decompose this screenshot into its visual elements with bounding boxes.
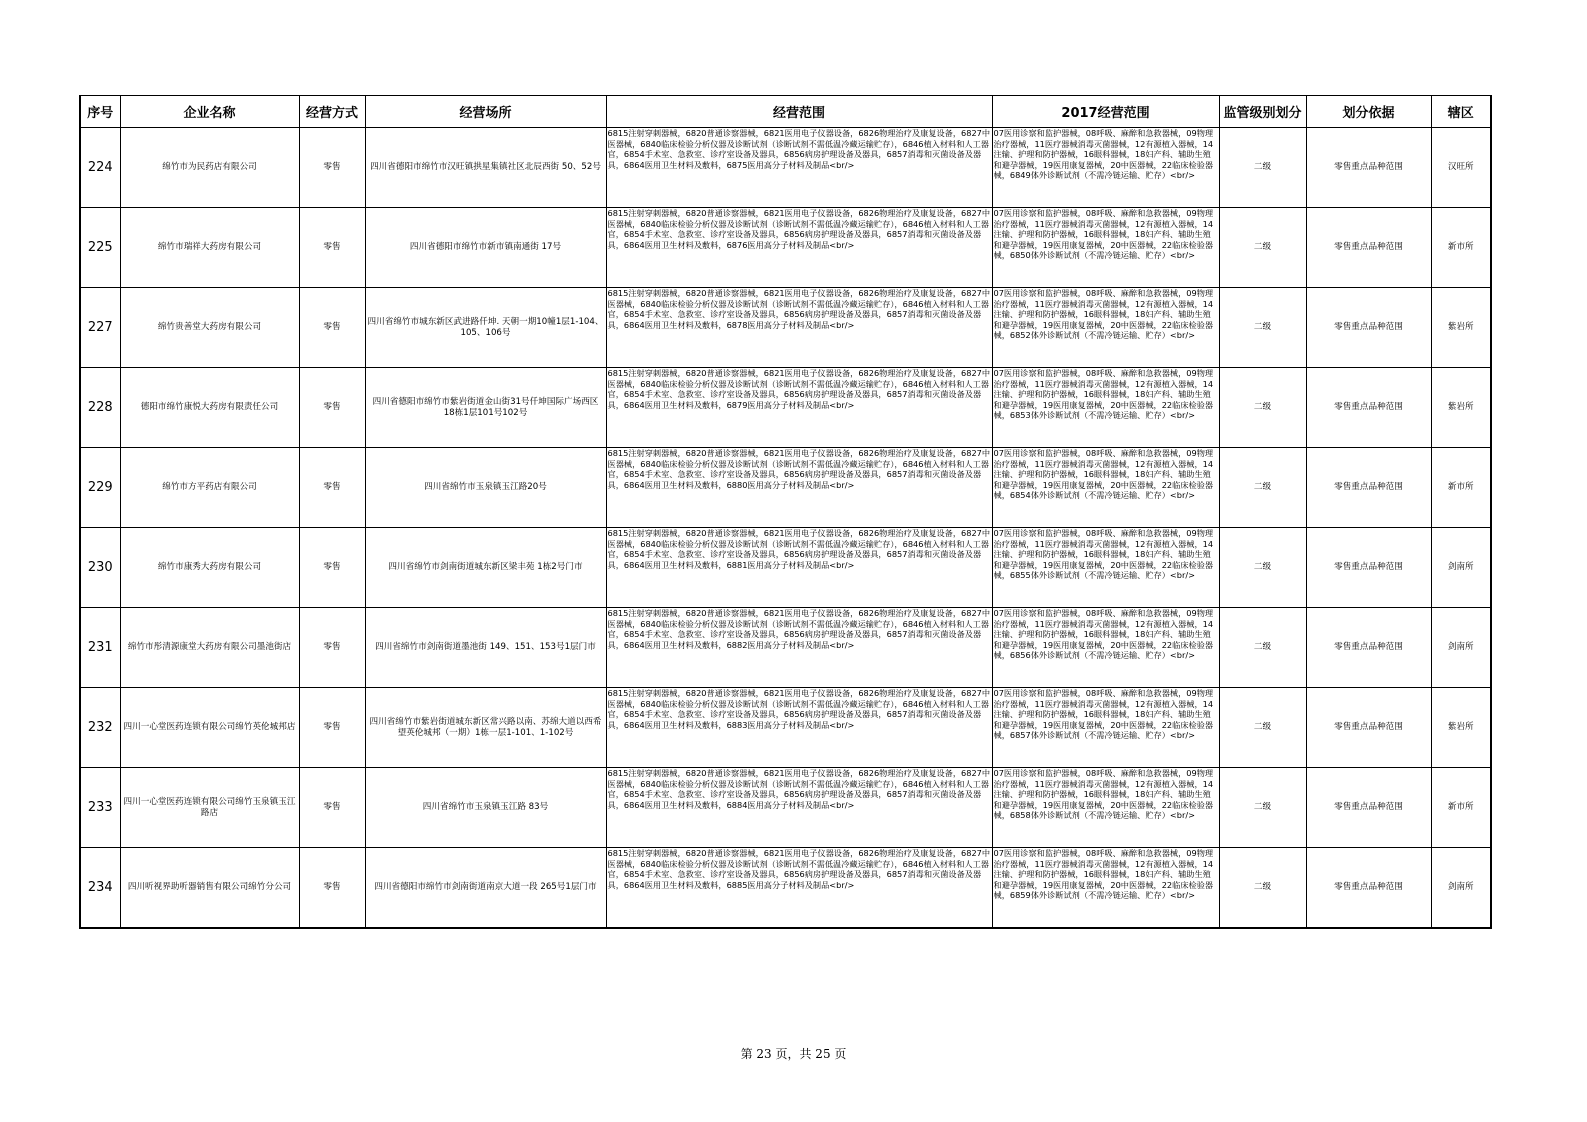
- cell-no: 234: [80, 848, 120, 929]
- cell-district: 剑南所: [1431, 608, 1491, 688]
- cell-address: 四川省德阳市绵竹市紫岩街道金山街31号仟坤国际广场西区18栋1层101号102号: [365, 368, 606, 448]
- cell-supervision-level: 二级: [1219, 848, 1306, 929]
- table-header-row: [80, 96, 1491, 128]
- cell-classification-basis: 零售重点品种范围: [1306, 528, 1431, 608]
- cell-business-scope: 6815注射穿刺器械，6820普通诊察器械，6821医用电子仪器设备，6826物理治疗及康复设备，6827中医器械，6840临床检验分析仪器及诊断试剂（诊断试剂不需低温冷藏运输贮存），6846植入材料和人工器官，6854手术室、急救室、诊疗室设备及器具，6856病房护理设备及器具，6857消毒和灭菌设备及器具，6864医用卫生材料及敷料，6879医用高分子材料及制品<br/>: [606, 368, 992, 448]
- cell-enterprise-name: 绵竹市康秀大药房有限公司: [120, 528, 299, 608]
- cell-business-mode: 零售: [299, 768, 365, 848]
- cell-supervision-level: 二级: [1219, 208, 1306, 288]
- cell-address: 四川省绵竹市剑南街道城东新区梁丰苑 1栋2号门市: [365, 528, 606, 608]
- cell-classification-basis: 零售重点品种范围: [1306, 848, 1431, 929]
- cell-classification-basis: 零售重点品种范围: [1306, 448, 1431, 528]
- enterprise-table-sheet: [79, 95, 1490, 929]
- cell-no: 230: [80, 528, 120, 608]
- cell-enterprise-name: 四川听视界助听器销售有限公司绵竹分公司: [120, 848, 299, 929]
- table-row: [80, 208, 1491, 288]
- cell-no: 229: [80, 448, 120, 528]
- cell-no: 224: [80, 128, 120, 208]
- cell-enterprise-name: 绵竹市瑞祥大药房有限公司: [120, 208, 299, 288]
- cell-business-scope: 6815注射穿刺器械，6820普通诊察器械，6821医用电子仪器设备，6826物理治疗及康复设备，6827中医器械，6840临床检验分析仪器及诊断试剂（诊断试剂不需低温冷藏运输贮存），6846植入材料和人工器官，6854手术室、急救室、诊疗室设备及器具，6856病房护理设备及器具，6857消毒和灭菌设备及器具，6864医用卫生材料及敷料，6885医用高分子材料及制品<br/>: [606, 848, 992, 929]
- cell-supervision-level: 二级: [1219, 688, 1306, 768]
- cell-business-scope: 6815注射穿刺器械，6820普通诊察器械，6821医用电子仪器设备，6826物理治疗及康复设备，6827中医器械，6840临床检验分析仪器及诊断试剂（诊断试剂不需低温冷藏运输贮存），6846植入材料和人工器官，6854手术室、急救室、诊疗室设备及器具，6856病房护理设备及器具，6857消毒和灭菌设备及器具，6864医用卫生材料及敷料，6880医用高分子材料及制品<br/>: [606, 448, 992, 528]
- cell-district: 紫岩所: [1431, 288, 1491, 368]
- cell-supervision-level: 二级: [1219, 368, 1306, 448]
- table-row: [80, 448, 1491, 528]
- cell-no: 231: [80, 608, 120, 688]
- cell-classification-basis: 零售重点品种范围: [1306, 128, 1431, 208]
- cell-enterprise-name: 四川一心堂医药连锁有限公司绵竹玉泉镇玉江路店: [120, 768, 299, 848]
- cell-supervision-level: 二级: [1219, 608, 1306, 688]
- header-cell-name: 企业名称: [120, 96, 299, 128]
- cell-district: 新市所: [1431, 208, 1491, 288]
- cell-business-mode: 零售: [299, 288, 365, 368]
- cell-address: 四川省绵竹市玉泉镇玉江路 83号: [365, 768, 606, 848]
- cell-classification-basis: 零售重点品种范围: [1306, 208, 1431, 288]
- cell-classification-basis: 零售重点品种范围: [1306, 368, 1431, 448]
- table-row: [80, 688, 1491, 768]
- cell-business-scope: 6815注射穿刺器械，6820普通诊察器械，6821医用电子仪器设备，6826物理治疗及康复设备，6827中医器械，6840临床检验分析仪器及诊断试剂（诊断试剂不需低温冷藏运输贮存），6846植入材料和人工器官，6854手术室、急救室、诊疗室设备及器具，6856病房护理设备及器具，6857消毒和灭菌设备及器具，6864医用卫生材料及敷料，6882医用高分子材料及制品<br/>: [606, 608, 992, 688]
- cell-enterprise-name: 德阳市绵竹康悦大药房有限责任公司: [120, 368, 299, 448]
- cell-supervision-level: 二级: [1219, 128, 1306, 208]
- cell-business-mode: 零售: [299, 608, 365, 688]
- page-footer: 第 23 页，共 25 页: [740, 1047, 847, 1061]
- table-row: [80, 768, 1491, 848]
- table-row: [80, 608, 1491, 688]
- cell-business-mode: 零售: [299, 688, 365, 768]
- header-cell-district: 辖区: [1431, 96, 1491, 128]
- cell-supervision-level: 二级: [1219, 288, 1306, 368]
- header-cell-level: 监管级别划分: [1219, 96, 1306, 128]
- cell-address: 四川省绵竹市剑南街道墨池街 149、151、153号1层门市: [365, 608, 606, 688]
- cell-address: 四川省绵竹市城东新区武进路仟坤. 天朝一期10幢1层1-104、105、106号: [365, 288, 606, 368]
- cell-business-mode: 零售: [299, 208, 365, 288]
- cell-business-mode: 零售: [299, 848, 365, 929]
- cell-classification-basis: 零售重点品种范围: [1306, 768, 1431, 848]
- cell-business-scope-2017: 07医用诊察和监护器械，08呼吸、麻醉和急救器械，09物理治疗器械，11医疗器械消毒灭菌器械，12有源植入器械，14注输、护理和防护器械，16眼科器械，18妇产科、辅助生殖和避孕器械，19医用康复器械，20中医器械，22临床检验器械，6852体外诊断试剂（不需冷链运输、贮存）<br/>: [992, 288, 1219, 368]
- cell-no: 232: [80, 688, 120, 768]
- table-row: [80, 128, 1491, 208]
- cell-business-scope: 6815注射穿刺器械，6820普通诊察器械，6821医用电子仪器设备，6826物理治疗及康复设备，6827中医器械，6840临床检验分析仪器及诊断试剂（诊断试剂不需低温冷藏运输贮存），6846植入材料和人工器官，6854手术室、急救室、诊疗室设备及器具，6856病房护理设备及器具，6857消毒和灭菌设备及器具，6864医用卫生材料及敷料，6875医用高分子材料及制品<br/>: [606, 128, 992, 208]
- cell-business-scope: 6815注射穿刺器械，6820普通诊察器械，6821医用电子仪器设备，6826物理治疗及康复设备，6827中医器械，6840临床检验分析仪器及诊断试剂（诊断试剂不需低温冷藏运输贮存），6846植入材料和人工器官，6854手术室、急救室、诊疗室设备及器具，6856病房护理设备及器具，6857消毒和灭菌设备及器具，6864医用卫生材料及敷料，6883医用高分子材料及制品<br/>: [606, 688, 992, 768]
- cell-enterprise-name: 绵竹贵善堂大药房有限公司: [120, 288, 299, 368]
- cell-address: 四川省绵竹市玉泉镇玉江路20号: [365, 448, 606, 528]
- cell-business-scope-2017: 07医用诊察和监护器械，08呼吸、麻醉和急救器械，09物理治疗器械，11医疗器械消毒灭菌器械，12有源植入器械，14注输、护理和防护器械，16眼科器械，18妇产科、辅助生殖和避孕器械，19医用康复器械，20中医器械，22临床检验器械，6854体外诊断试剂（不需冷链运输、贮存）<br/>: [992, 448, 1219, 528]
- cell-business-mode: 零售: [299, 368, 365, 448]
- cell-enterprise-name: 绵竹市为民药店有限公司: [120, 128, 299, 208]
- table-row: [80, 528, 1491, 608]
- cell-business-mode: 零售: [299, 528, 365, 608]
- cell-no: 225: [80, 208, 120, 288]
- enterprise-table: [79, 95, 1492, 929]
- cell-business-scope-2017: 07医用诊察和监护器械，08呼吸、麻醉和急救器械，09物理治疗器械，11医疗器械消毒灭菌器械，12有源植入器械，14注输、护理和防护器械，16眼科器械，18妇产科、辅助生殖和避孕器械，19医用康复器械，20中医器械，22临床检验器械，6859体外诊断试剂（不需冷链运输、贮存）<br/>: [992, 848, 1219, 929]
- cell-no: 233: [80, 768, 120, 848]
- cell-no: 227: [80, 288, 120, 368]
- header-cell-no: 序号: [80, 96, 120, 128]
- cell-business-scope: 6815注射穿刺器械，6820普通诊察器械，6821医用电子仪器设备，6826物理治疗及康复设备，6827中医器械，6840临床检验分析仪器及诊断试剂（诊断试剂不需低温冷藏运输贮存），6846植入材料和人工器官，6854手术室、急救室、诊疗室设备及器具，6856病房护理设备及器具，6857消毒和灭菌设备及器具，6864医用卫生材料及敷料，6878医用高分子材料及制品<br/>: [606, 288, 992, 368]
- cell-district: 剑南所: [1431, 848, 1491, 929]
- cell-address: 四川省德阳市绵竹市汉旺镇拱星集镇社区北辰西街 50、52号: [365, 128, 606, 208]
- cell-classification-basis: 零售重点品种范围: [1306, 688, 1431, 768]
- cell-supervision-level: 二级: [1219, 448, 1306, 528]
- header-cell-address: 经营场所: [365, 96, 606, 128]
- cell-supervision-level: 二级: [1219, 768, 1306, 848]
- cell-address: 四川省德阳市绵竹市剑南街道南京大道一段 265号1层门市: [365, 848, 606, 929]
- cell-business-scope-2017: 07医用诊察和监护器械，08呼吸、麻醉和急救器械，09物理治疗器械，11医疗器械消毒灭菌器械，12有源植入器械，14注输、护理和防护器械，16眼科器械，18妇产科、辅助生殖和避孕器械，19医用康复器械，20中医器械，22临床检验器械，6855体外诊断试剂（不需冷链运输、贮存）<br/>: [992, 528, 1219, 608]
- cell-enterprise-name: 绵竹市彤清源康堂大药房有限公司墨池街店: [120, 608, 299, 688]
- cell-classification-basis: 零售重点品种范围: [1306, 608, 1431, 688]
- cell-classification-basis: 零售重点品种范围: [1306, 288, 1431, 368]
- header-cell-mode: 经营方式: [299, 96, 365, 128]
- cell-business-scope-2017: 07医用诊察和监护器械，08呼吸、麻醉和急救器械，09物理治疗器械，11医疗器械消毒灭菌器械，12有源植入器械，14注输、护理和防护器械，16眼科器械，18妇产科、辅助生殖和避孕器械，19医用康复器械，20中医器械，22临床检验器械，6853体外诊断试剂（不需冷链运输、贮存）<br/>: [992, 368, 1219, 448]
- cell-business-scope-2017: 07医用诊察和监护器械，08呼吸、麻醉和急救器械，09物理治疗器械，11医疗器械消毒灭菌器械，12有源植入器械，14注输、护理和防护器械，16眼科器械，18妇产科、辅助生殖和避孕器械，19医用康复器械，20中医器械，22临床检验器械，6858体外诊断试剂（不需冷链运输、贮存）<br/>: [992, 768, 1219, 848]
- cell-district: 紫岩所: [1431, 368, 1491, 448]
- cell-enterprise-name: 四川一心堂医药连锁有限公司绵竹英伦城邦店: [120, 688, 299, 768]
- cell-address: 四川省德阳市绵竹市新市镇南通街 17号: [365, 208, 606, 288]
- table-row: [80, 848, 1491, 929]
- cell-supervision-level: 二级: [1219, 528, 1306, 608]
- cell-district: 紫岩所: [1431, 688, 1491, 768]
- cell-address: 四川省绵竹市紫岩街道城东新区常兴路以南、苏绵大道以西希望英伦城邦（一期）1栋一层1-101、1-102号: [365, 688, 606, 768]
- table-body: [80, 128, 1491, 929]
- cell-business-scope-2017: 07医用诊察和监护器械，08呼吸、麻醉和急救器械，09物理治疗器械，11医疗器械消毒灭菌器械，12有源植入器械，14注输、护理和防护器械，16眼科器械，18妇产科、辅助生殖和避孕器械，19医用康复器械，20中医器械，22临床检验器械，6850体外诊断试剂（不需冷链运输、贮存）<br/>: [992, 208, 1219, 288]
- table-row: [80, 368, 1491, 448]
- cell-business-scope: 6815注射穿刺器械，6820普通诊察器械，6821医用电子仪器设备，6826物理治疗及康复设备，6827中医器械，6840临床检验分析仪器及诊断试剂（诊断试剂不需低温冷藏运输贮存），6846植入材料和人工器官，6854手术室、急救室、诊疗室设备及器具，6856病房护理设备及器具，6857消毒和灭菌设备及器具，6864医用卫生材料及敷料，6881医用高分子材料及制品<br/>: [606, 528, 992, 608]
- cell-business-scope-2017: 07医用诊察和监护器械，08呼吸、麻醉和急救器械，09物理治疗器械，11医疗器械消毒灭菌器械，12有源植入器械，14注输、护理和防护器械，16眼科器械，18妇产科、辅助生殖和避孕器械，19医用康复器械，20中医器械，22临床检验器械，6856体外诊断试剂（不需冷链运输、贮存）<br/>: [992, 608, 1219, 688]
- cell-business-scope: 6815注射穿刺器械，6820普通诊察器械，6821医用电子仪器设备，6826物理治疗及康复设备，6827中医器械，6840临床检验分析仪器及诊断试剂（诊断试剂不需低温冷藏运输贮存），6846植入材料和人工器官，6854手术室、急救室、诊疗室设备及器具，6856病房护理设备及器具，6857消毒和灭菌设备及器具，6864医用卫生材料及敷料，6876医用高分子材料及制品<br/>: [606, 208, 992, 288]
- cell-no: 228: [80, 368, 120, 448]
- cell-business-scope: 6815注射穿刺器械，6820普通诊察器械，6821医用电子仪器设备，6826物理治疗及康复设备，6827中医器械，6840临床检验分析仪器及诊断试剂（诊断试剂不需低温冷藏运输贮存），6846植入材料和人工器官，6854手术室、急救室、诊疗室设备及器具，6856病房护理设备及器具，6857消毒和灭菌设备及器具，6864医用卫生材料及敷料，6884医用高分子材料及制品<br/>: [606, 768, 992, 848]
- cell-district: 新市所: [1431, 768, 1491, 848]
- header-cell-scope: 经营范围: [606, 96, 992, 128]
- cell-business-scope-2017: 07医用诊察和监护器械，08呼吸、麻醉和急救器械，09物理治疗器械，11医疗器械消毒灭菌器械，12有源植入器械，14注输、护理和防护器械，16眼科器械，18妇产科、辅助生殖和避孕器械，19医用康复器械，20中医器械，22临床检验器械，6849体外诊断试剂（不需冷链运输、贮存）<br/>: [992, 128, 1219, 208]
- table-row: [80, 288, 1491, 368]
- header-cell-scope-2017: 2017经营范围: [992, 96, 1219, 128]
- cell-enterprise-name: 绵竹市方平药店有限公司: [120, 448, 299, 528]
- header-cell-basis: 划分依据: [1306, 96, 1431, 128]
- cell-district: 新市所: [1431, 448, 1491, 528]
- cell-business-mode: 零售: [299, 448, 365, 528]
- cell-district: 汉旺所: [1431, 128, 1491, 208]
- cell-district: 剑南所: [1431, 528, 1491, 608]
- cell-business-scope-2017: 07医用诊察和监护器械，08呼吸、麻醉和急救器械，09物理治疗器械，11医疗器械消毒灭菌器械，12有源植入器械，14注输、护理和防护器械，16眼科器械，18妇产科、辅助生殖和避孕器械，19医用康复器械，20中医器械，22临床检验器械，6857体外诊断试剂（不需冷链运输、贮存）<br/>: [992, 688, 1219, 768]
- cell-business-mode: 零售: [299, 128, 365, 208]
